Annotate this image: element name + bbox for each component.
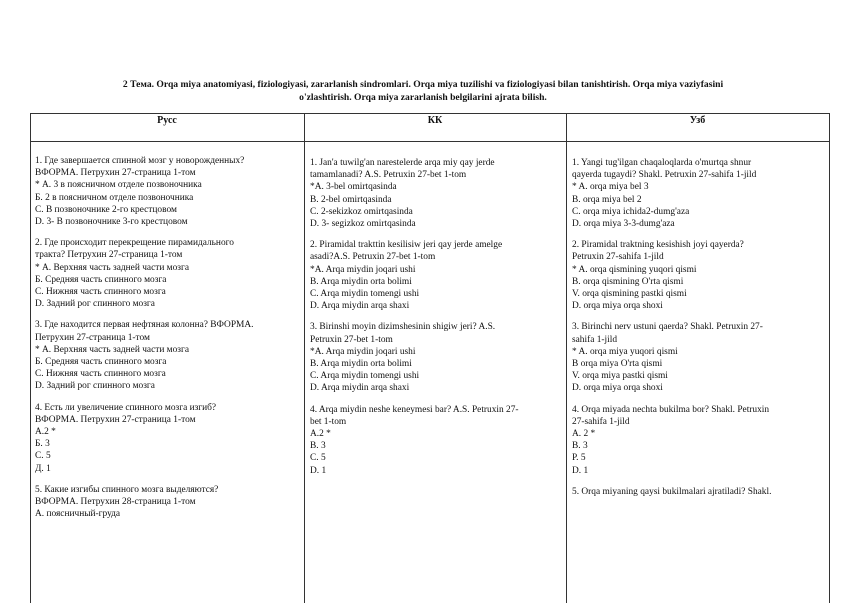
question-block [310, 321, 564, 394]
question-block [572, 157, 826, 230]
question-line: B. 3 [572, 441, 588, 452]
question-text: 4. Arqa miydin neshe keneymesi bar? A.S. Petruxin 27- [310, 404, 519, 415]
question-text: 4. Есть ли увеличение спинного мозга изгиб? [35, 402, 217, 413]
question-block [35, 319, 301, 392]
table-divider-2 [566, 113, 567, 603]
question-line: C. Arqa miydin tomengi ushi [310, 289, 420, 300]
page-title [40, 78, 806, 104]
question-block [310, 404, 564, 477]
question-line: Petruxin 27-sahifa 1-jild [572, 252, 664, 263]
question-line: C. 2-sekizkoz omirtqasinda [310, 206, 413, 217]
question-line: qayerda tugaydi? Shakl. Petruxin 27-sahifa 1-jild [572, 170, 757, 181]
question-line: А.2 * [35, 427, 56, 438]
question-line: D. 3- segizkoz omirtqasinda [310, 219, 416, 230]
question-line: bet 1-tom [310, 416, 347, 427]
question-line: С. Нижняя часть спинного мозга [35, 287, 166, 298]
question-line: V. orqa qismining pastki qismi [572, 289, 687, 300]
question-block [572, 486, 826, 498]
question-line: Д. 1 [35, 463, 51, 474]
question-line: A. 2 * [572, 429, 596, 440]
question-text: 1. Yangi tug'ilgan chaqaloqlarda o'murtqa shnur [572, 158, 752, 168]
question-block [310, 239, 564, 312]
question-line: D. Задний рог спинного мозга [35, 299, 155, 310]
question-line: V. orqa miya pastki qismi [572, 371, 668, 382]
column-kk [310, 157, 564, 486]
question-line: D. Arqa miydin arqa shaxi [310, 383, 410, 394]
question-line: B. orqa qismining O'rta qismi [572, 276, 684, 287]
question-block [35, 155, 301, 228]
question-line: С. 5 [35, 451, 51, 462]
question-block [572, 239, 826, 312]
question-block [35, 402, 301, 475]
question-line: Б. Средняя часть спинного мозга [35, 357, 167, 368]
question-line: tamamlanadi? A.S. Petruxin 27-bet 1-tom [310, 170, 467, 181]
question-line: D. orqa miya orqa shoxi [572, 301, 663, 312]
question-line: *A. 3-bel omirtqasinda [310, 182, 397, 193]
question-text: 3. Birinchi nerv ustuni qaerda? Shakl. Petruxin 27- [572, 322, 763, 333]
question-text: 2. Где происходит перекрещение пирамидального [35, 238, 234, 249]
question-line: B. Arqa miydin orta bolimi [310, 359, 412, 370]
question-line: D. 3- В позвоночнике 3-го крестцовом [35, 217, 188, 228]
question-line: А. поясничный-груда [35, 509, 121, 520]
column-ru [35, 155, 301, 529]
question-line: B. 3 [310, 441, 326, 452]
question-line: * А. Верхняя часть задней части мозга [35, 262, 190, 273]
question-line: Б. 3 [35, 439, 50, 450]
question-line: Petruxin 27-bet 1-tom [310, 334, 393, 345]
question-line: asadi?A.S. Petruxin 27-bet 1-tom [310, 252, 436, 263]
question-line: ВФОРМА. Петрухин 27-страница 1-том [35, 168, 196, 179]
question-text: 3. Где находится первая нефтяная колонна? ВФОРМА. [35, 320, 254, 331]
question-line: C. Arqa miydin tomengi ushi [310, 371, 420, 382]
question-line: P. 5 [572, 453, 586, 464]
question-block [572, 404, 826, 477]
question-line: D. 1 [310, 465, 327, 476]
question-line: Б. 2 в поясничном отделе позвоночника [35, 192, 194, 203]
question-line: * A. orqa miya bel 3 [572, 182, 649, 193]
question-line: * А. 3 в поясничном отделе позвоночника [35, 180, 202, 191]
question-line: Б. Средняя часть спинного мозга [35, 274, 167, 285]
question-line: *A. Arqa miydin joqari ushi [310, 346, 416, 357]
question-text: 4. Orqa miyada nechta bukilma bor? Shakl. Petruxin [572, 404, 770, 415]
question-line: D. orqa miya 3-3-dumg'aza [572, 219, 675, 230]
question-line: D. orqa miya orqa shoxi [572, 383, 663, 394]
question-line: С. В позвоночнике 2-го крестцовом [35, 204, 177, 215]
question-text: 2. Piramidal traktning kesishish joyi qayerda? [572, 240, 744, 251]
question-line: тракта? Петрухин 27-страница 1-том [35, 250, 183, 261]
question-block [310, 157, 564, 230]
question-block [572, 321, 826, 394]
question-line: С. Нижняя часть спинного мозга [35, 369, 166, 380]
question-line: D. 1 [572, 465, 589, 476]
table-divider-1 [304, 113, 305, 603]
table-header-divider [30, 141, 830, 142]
question-line: C. 5 [310, 453, 326, 464]
question-text: 3. Birinshi moyin dizimshesinin shigiw jeri? A.S. [310, 322, 496, 333]
question-line: * A. orqa qismining yuqori qismi [572, 264, 697, 275]
question-line: 27-sahifa 1-jild [572, 416, 630, 427]
question-line: B orqa miya O'rta qismi [572, 359, 663, 370]
question-line: B. 2-bel omirtqasinda [310, 194, 392, 205]
title-line-2: o'zlashtirish. Orqa miya zararlanish belgilarini ajrata bilish. [299, 92, 547, 103]
header-uz: Узб [689, 115, 706, 126]
table-right-border [829, 113, 830, 603]
question-line: A.2 * [310, 429, 331, 440]
question-line: D. Arqa miydin arqa shaxi [310, 301, 410, 312]
question-text: 1. Jan'a tuwilg'an narestelerde arqa miy qay jerde [310, 158, 495, 168]
table-top-border [30, 113, 830, 114]
question-line: B. orqa miya bel 2 [572, 194, 642, 205]
question-line: ВФОРМА. Петрухин 28-страница 1-том [35, 497, 196, 508]
question-line: * A. orqa miya yuqori qismi [572, 346, 678, 357]
question-block [35, 484, 301, 521]
question-text: 1. Где завершается спинной мозг у новорожденных? [35, 156, 245, 166]
header-kk: КК [427, 115, 443, 126]
question-line: * А. Верхняя часть задней части мозга [35, 344, 190, 355]
question-line: B. Arqa miydin orta bolimi [310, 276, 412, 287]
question-text: 2. Piramidal trakttin kesilisiw jeri qay jerde amelge [310, 240, 503, 251]
question-line: sahifa 1-jild [572, 334, 618, 345]
question-line: ВФОРМА. Петрухин 27-страница 1-том [35, 414, 196, 425]
table-left-border [30, 113, 31, 603]
question-text: 5. Какие изгибы спинного мозга выделяются? [35, 484, 219, 495]
header-ru: Русс [157, 115, 177, 126]
title-line-1: 2 Тема. Orqa miya anatomiyasi, fiziologiyasi, zararlanish sindromlari. Orqa miya tuzilishi va fiziologiyasi bilan tanishtirish. Orqa miya vaziyfasini [122, 79, 724, 90]
question-line: Петрухин 27-страница 1-том [35, 332, 150, 343]
question-line: C. orqa miya ichida2-dumg'aza [572, 206, 690, 217]
question-line: D. Задний рог спинного мозга [35, 381, 155, 392]
question-block [35, 237, 301, 310]
column-uz [572, 157, 826, 507]
question-text: 5. Orqa miyaning qaysi bukilmalari ajratiladi? Shakl. [572, 486, 772, 497]
question-line: *A. Arqa miydin joqari ushi [310, 264, 416, 275]
